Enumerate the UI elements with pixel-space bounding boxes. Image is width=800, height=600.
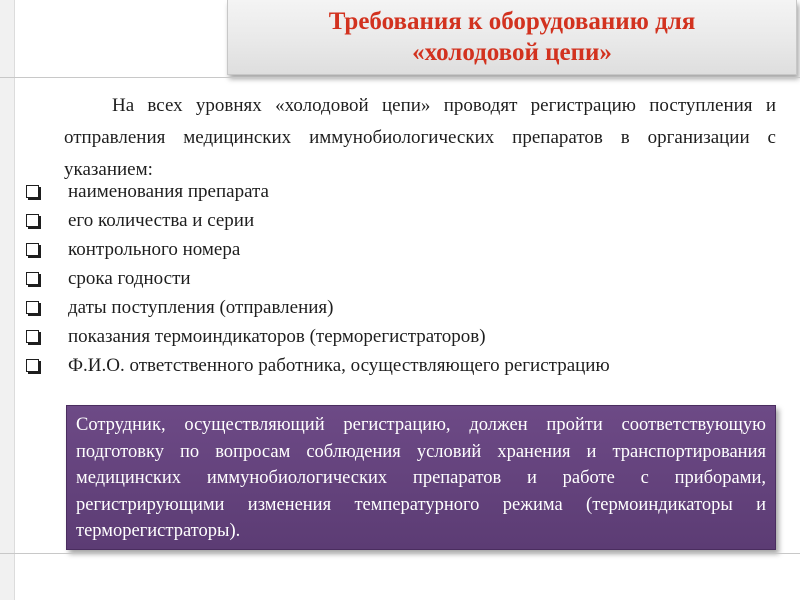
title-box (227, 0, 797, 75)
list-item (26, 206, 786, 235)
checkbox-icon (26, 272, 39, 285)
slide-title-line-1: Требования к оборудованию для (328, 8, 696, 35)
list-item (26, 235, 786, 264)
checkbox-icon (26, 243, 39, 256)
slide-title-line-2: «холодовой цепи» (412, 39, 612, 66)
list-item-label: Ф.И.О. ответственного работника, осуществляющего регистрацию (68, 355, 610, 376)
body-text (64, 90, 776, 186)
list-item-label: его количества и серии (68, 210, 255, 231)
note-box (66, 405, 776, 550)
list-item (26, 351, 786, 380)
checkbox-icon (26, 301, 39, 314)
note-text: Сотрудник, осуществляющий регистрацию, должен пройти соответствующую подготовку по вопросам соблюдения условий хранения и транспортирования медицинских иммунобиологических препаратов и работе с приборами, регистрирующими изменения температурного режима (термоиндикаторы и терморегистраторы). (76, 415, 766, 541)
list-item-label: контрольного номера (68, 239, 241, 260)
checkbox-icon (26, 359, 39, 372)
intro-paragraph: На всех уровнях «холодовой цепи» проводят регистрацию поступления и отправления медицинских иммунобиологических препаратов в организации с указанием: (64, 95, 776, 180)
checkbox-icon (26, 330, 39, 343)
list-item-label: наименования препарата (68, 181, 269, 202)
checkbox-icon (26, 185, 39, 198)
top-divider (0, 77, 800, 78)
list-item (26, 264, 786, 293)
list-item (26, 177, 786, 206)
requirements-list (26, 177, 786, 380)
list-item-label: даты поступления (отправления) (68, 297, 334, 318)
bottom-divider (0, 553, 800, 554)
checkbox-icon (26, 214, 39, 227)
list-item (26, 322, 786, 351)
list-item (26, 293, 786, 322)
left-margin-bar (0, 0, 15, 600)
list-item-label: показания термоиндикаторов (терморегистраторов) (68, 326, 486, 347)
list-item-label: срока годности (68, 268, 191, 289)
